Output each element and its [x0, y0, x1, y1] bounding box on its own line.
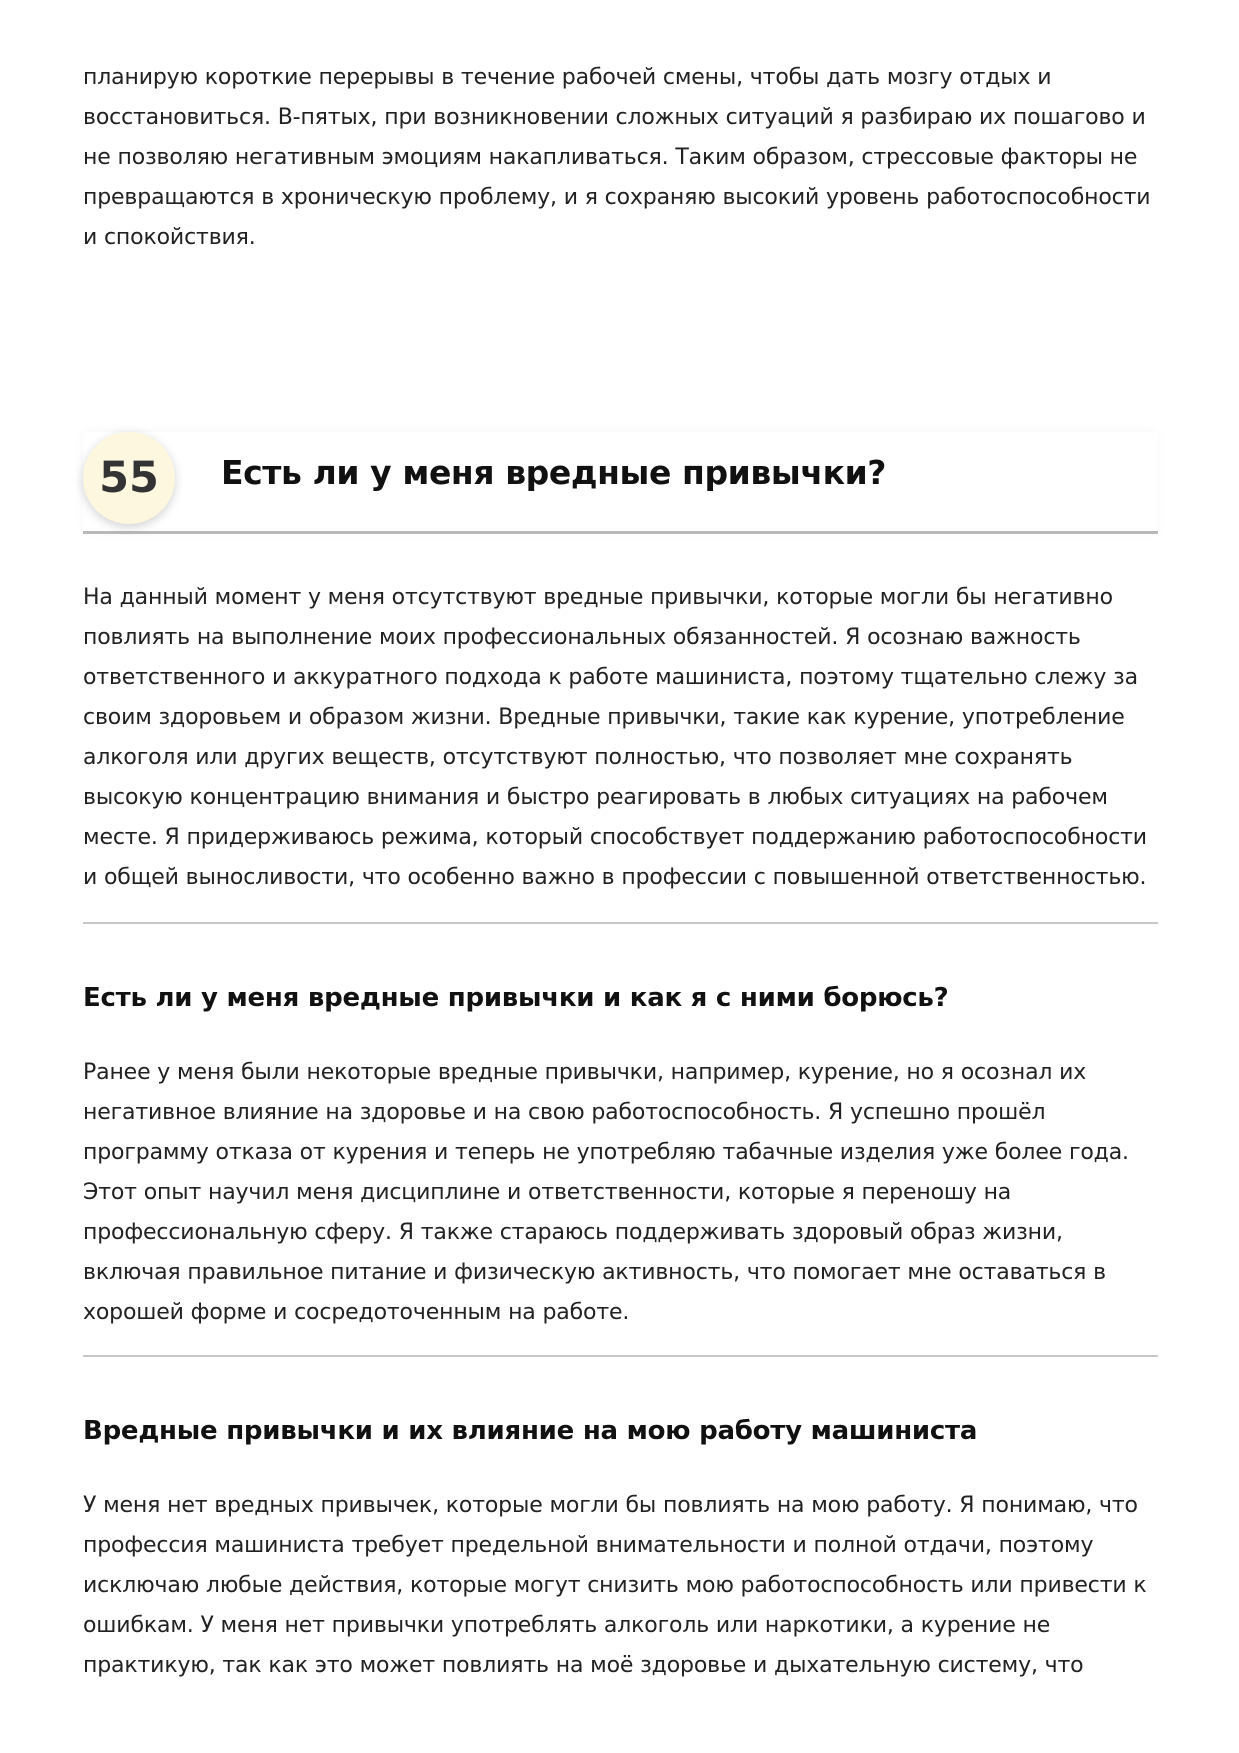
variant-answer-text-2: У меня нет вредных привычек, которые могли бы повлиять на мою работу. Я понимаю, что профессия машиниста требует предельной внимательности и полной отдачи, поэтому исключаю любые действия, которые могут снизить мою работоспособность или привести к ошибкам. У меня нет привычки употреблять алкоголь или наркотики, а курение не практикую, так как это может повлиять на моё здоровье и дыхательную систему, что — [83, 1493, 1147, 1678]
question-header — [83, 432, 1158, 534]
variant-title-2: Вредные привычки и их влияние на мою работу машиниста — [83, 1416, 978, 1446]
section-divider — [83, 922, 1158, 924]
variant-title-1: Есть ли у меня вредные привычки и как я с ними борюсь? — [83, 983, 949, 1013]
variant-answer-2 — [83, 1486, 1158, 1686]
intro-paragraph: планирую короткие перерывы в течение рабочей смены, чтобы дать мозгу отдых и восстановиться. В-пятых, при возникновении сложных ситуаций я разбираю их пошагово и не позволяю негативным эмоциям накапливаться. Таким образом, стрессовые факторы не превращаются в хроническую проблему, и я сохраняю высокий уровень работоспособности и спокойствия. — [83, 65, 1151, 250]
main-answer-text: На данный момент у меня отсутствуют вредные привычки, которые могли бы негативно повлиять на выполнение моих профессиональных обязанностей. Я осознаю важность ответственного и аккуратного подхода к работе машиниста, поэтому тщательно слежу за своим здоровьем и образом жизни. Вредные привычки, такие как курение, употребление алкоголя или других веществ, отсутствуют полностью, что позволяет мне сохранять высокую концентрацию внимания и быстро реагировать в любых ситуациях на рабочем месте. Я придерживаюсь режима, который способствует поддержанию работоспособности и общей выносливости, что особенно важно в профессии с повышенной ответственностью. — [83, 585, 1147, 890]
section-divider — [83, 1355, 1158, 1357]
variant-answer-text-1: Ранее у меня были некоторые вредные привычки, например, курение, но я осознал их негативное влияние на здоровье и на свою работоспособность. Я успешно прошёл программу отказа от курения и теперь не употребляю табачные изделия уже более года. Этот опыт научил меня дисциплине и ответственности, которые я переношу на профессиональную сферу. Я также стараюсь поддерживать здоровый образ жизни, включая правильное питание и физическую активность, что помогает мне оставаться в хорошей форме и сосредоточенным на работе. — [83, 1060, 1129, 1325]
main-answer — [83, 578, 1158, 898]
question-title: Есть ли у меня вредные привычки? — [221, 453, 887, 492]
intro-section — [83, 58, 1158, 258]
question-number-badge: 55 — [83, 432, 175, 524]
variant-answer-1 — [83, 1053, 1158, 1333]
